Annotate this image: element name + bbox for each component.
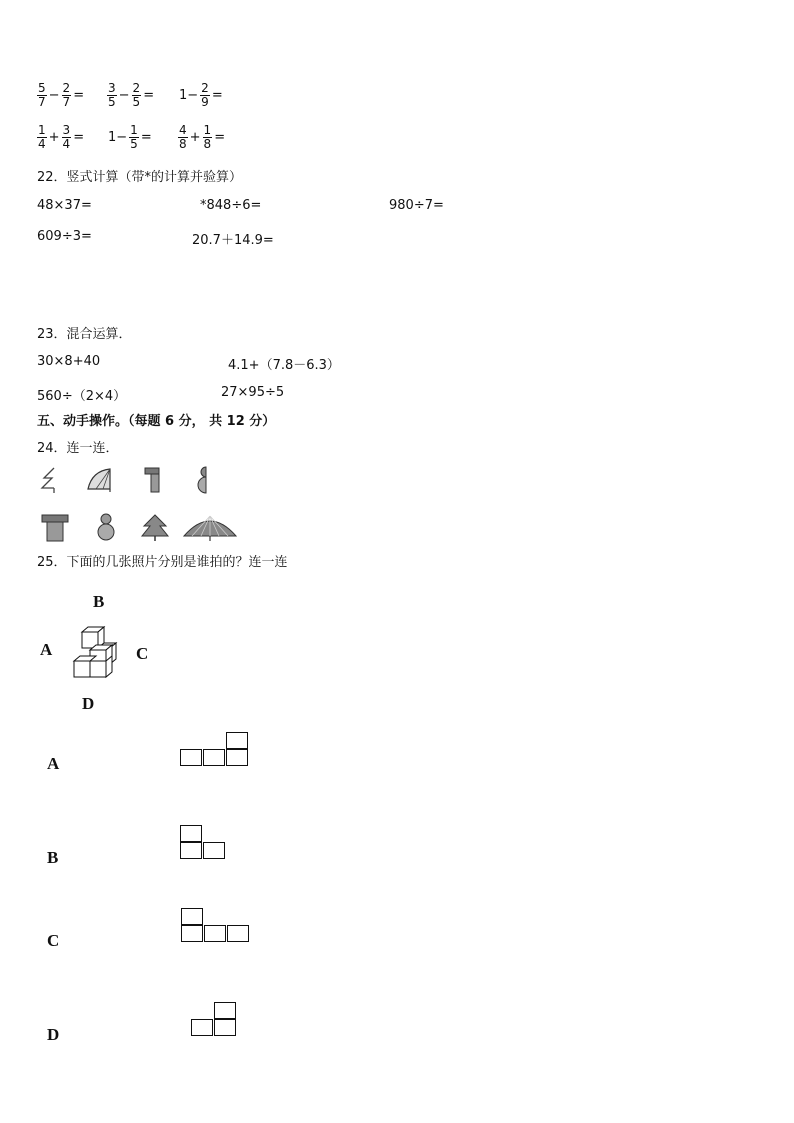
fraction: $\frac{2}{9}$ [201, 81, 209, 109]
fraction-expr-3: 1− $\frac{2}{9}$ = [179, 81, 223, 109]
view-grid-a [180, 732, 250, 770]
fraction: $\frac{2}{7}$ [62, 81, 71, 109]
view-grid-d [191, 1002, 239, 1040]
half-umbrella-icon [86, 465, 114, 493]
fraction: $\frac{3}{4}$ [62, 123, 71, 151]
q23-item: 560÷（2×4） [37, 389, 127, 404]
view-label-a: A [40, 640, 53, 659]
option-label-c: C [47, 931, 60, 950]
q23-item: 4.1+（7.8－6.3） [228, 358, 340, 373]
view-label-b: B [93, 592, 105, 611]
fraction: $\frac{1}{8}$ [203, 123, 212, 151]
half-tree-icon [40, 466, 60, 494]
fraction: $\frac{1}{5}$ [130, 123, 138, 151]
fraction-expr-4: $\frac{1}{4}$ + $\frac{3}{4}$ = [38, 123, 85, 151]
fraction: $\frac{2}{5}$ [132, 81, 141, 109]
fraction: $\frac{4}{8}$ [179, 123, 187, 151]
q22-item: *848÷6= [200, 198, 262, 213]
fraction-expr-2: $\frac{3}{5}$ − $\frac{2}{5}$ = [108, 81, 155, 109]
q22-item: 980÷7= [389, 198, 444, 213]
q25-title: 25．下面的几张照片分别是谁拍的？连一连 [37, 555, 288, 570]
q22-item: 20.7＋14.9= [192, 233, 274, 248]
view-label-d: D [82, 694, 95, 713]
view-grid-c [181, 908, 251, 946]
q22-item: 48×37= [37, 198, 92, 213]
fraction: $\frac{3}{5}$ [108, 81, 116, 109]
house-icon [40, 512, 70, 542]
q24-title: 24．连一连． [37, 441, 119, 456]
half-house-icon [143, 465, 163, 493]
fraction-expr-5: 1− $\frac{1}{5}$ = [108, 123, 152, 151]
q23-title: 23．混合运算． [37, 327, 132, 342]
q22-item: 609÷3= [37, 229, 92, 244]
fraction-expr-6: $\frac{4}{8}$ + $\frac{1}{8}$ = [179, 123, 226, 151]
view-grid-b [180, 825, 228, 863]
snowman-icon [95, 512, 117, 542]
half-snowman-icon [196, 465, 212, 495]
fraction-expr-1: $\frac{5}{7}$ − $\frac{2}{7}$ = [38, 81, 85, 109]
fraction: $\frac{5}{7}$ [38, 81, 46, 109]
view-label-c: C [136, 644, 149, 663]
section-title: 五、动手操作。（每题 6 分， 共 12 分） [37, 414, 276, 429]
q23-item: 27×95÷5 [221, 385, 285, 400]
option-label-d: D [47, 1025, 60, 1044]
q23-item: 30×8+40 [37, 354, 101, 369]
q22-title: 22．竖式计算（带*的计算并验算） [37, 170, 243, 185]
umbrella-icon [182, 512, 238, 542]
fraction: $\frac{1}{4}$ [38, 123, 46, 151]
cube-stack-figure [70, 624, 122, 680]
tree-icon [140, 512, 170, 542]
option-label-b: B [47, 848, 59, 867]
option-label-a: A [47, 754, 60, 773]
